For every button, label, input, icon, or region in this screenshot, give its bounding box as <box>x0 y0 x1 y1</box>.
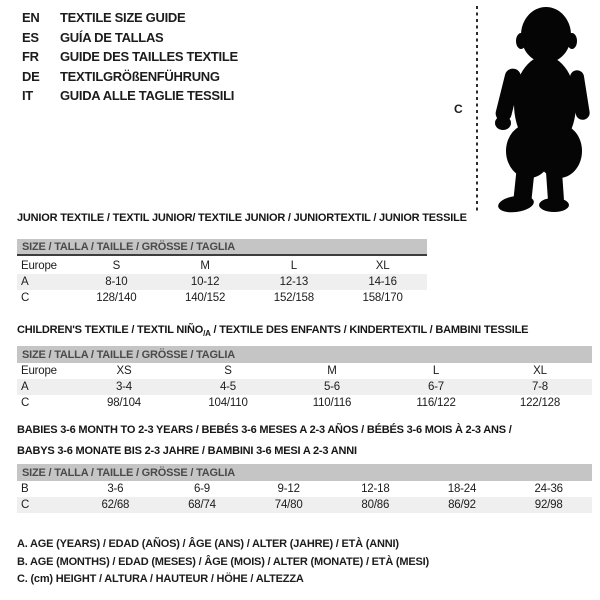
table-cell: 62/68 <box>101 499 130 511</box>
babies-title-line1: BABIES 3-6 MONTH TO 2-3 YEARS / BEBÉS 3-6 MESES A 2-3 AÑOS / BÉBÉS 3-6 MOIS À 2-3 ANS / <box>17 424 512 436</box>
table-row <box>17 258 427 274</box>
table-cell: 140/152 <box>185 292 226 304</box>
table-cell: 9-12 <box>277 483 300 495</box>
table-row <box>17 290 427 306</box>
table-row <box>17 274 427 290</box>
table-cell: 5-6 <box>323 381 341 393</box>
babies-title-line2: BABYS 3-6 MONATE BIS 2-3 JAHRE / BAMBINI 3-6 MESI A 2-3 ANNI <box>17 445 357 457</box>
row-label: C <box>21 292 30 304</box>
table-cell: 8-10 <box>105 276 128 288</box>
table-row <box>17 395 592 411</box>
language-row <box>22 86 238 106</box>
table-cell: M <box>327 365 337 377</box>
language-row <box>22 67 238 87</box>
babies-size-header: SIZE / TALLA / TAILLE / GRÖSSE / TAGLIA <box>17 464 592 481</box>
table-cell: 68/74 <box>188 499 216 511</box>
language-code: ES <box>22 29 39 45</box>
row-label: C <box>21 397 30 409</box>
language-code: EN <box>22 10 40 26</box>
row-label: A <box>21 381 29 393</box>
toddler-silhouette-icon <box>488 4 600 214</box>
language-code: IT <box>22 88 33 104</box>
table-cell: XS <box>116 365 132 377</box>
table-cell: XL <box>375 260 390 272</box>
table-cell: 92/98 <box>534 499 563 511</box>
table-row <box>17 497 592 513</box>
table-cell: 152/158 <box>273 292 314 304</box>
table-cell: 24-36 <box>534 483 563 495</box>
height-measure-label: C <box>454 102 463 116</box>
junior-table-title: JUNIOR TEXTILE / TEXTIL JUNIOR/ TEXTILE JUNIOR / JUNIORTEXTIL / JUNIOR TESSILE <box>17 212 467 224</box>
legend-notes <box>17 536 429 589</box>
language-title-list <box>22 8 238 106</box>
table-row <box>17 379 592 395</box>
children-size-header: SIZE / TALLA / TAILLE / GRÖSSE / TAGLIA <box>17 346 592 363</box>
table-cell: L <box>432 365 440 377</box>
note-age-months: B. AGE (MONTHS) / EDAD (MESES) / ÂGE (MOIS) / ALTER (MONATE) / ETÀ (MESI) <box>17 555 429 568</box>
table-cell: 6-7 <box>427 381 445 393</box>
table-cell: 3-6 <box>107 483 124 495</box>
junior-size-header: SIZE / TALLA / TAILLE / GRÖSSE / TAGLIA <box>17 239 427 256</box>
table-cell: 7-8 <box>531 381 549 393</box>
language-row <box>22 8 238 28</box>
language-row <box>22 47 238 67</box>
children-title-sub: /A <box>203 329 211 339</box>
table-cell: 74/80 <box>274 499 303 511</box>
row-label: B <box>21 483 29 495</box>
table-cell: 86/92 <box>448 499 476 511</box>
table-cell: 104/110 <box>208 397 248 409</box>
table-cell: 98/104 <box>107 397 141 409</box>
height-dotted-line <box>476 6 478 212</box>
babies-table-title <box>17 420 592 462</box>
row-label: Europe <box>21 365 57 377</box>
table-cell: 12-13 <box>279 276 309 288</box>
table-cell: 4-5 <box>219 381 237 393</box>
guide-title: TEXTILE SIZE GUIDE <box>60 10 186 26</box>
table-cell: 122/128 <box>519 397 561 409</box>
table-cell: M <box>200 260 210 272</box>
table-cell: S <box>112 260 121 272</box>
table-cell: 116/122 <box>416 397 456 409</box>
guide-title: TEXTILGRÖßENFÜHRUNG <box>60 68 220 84</box>
table-cell: 80/86 <box>361 499 390 511</box>
table-cell: S <box>224 365 232 377</box>
table-cell: XL <box>533 365 547 377</box>
table-cell: 3-4 <box>115 381 133 393</box>
table-cell: 110/116 <box>312 397 352 409</box>
row-label: Europe <box>21 260 57 272</box>
language-code: DE <box>22 68 40 84</box>
figure-area <box>452 4 600 216</box>
children-table-title <box>17 324 528 338</box>
children-title-suffix: / TEXTILE DES ENFANTS / KINDERTEXTIL / BAMBINI TESSILE <box>210 324 529 336</box>
table-cell: 158/170 <box>362 292 403 304</box>
note-height-cm: C. (cm) HEIGHT / ALTURA / HAUTEUR / HÖHE / ALTEZZA <box>17 573 304 585</box>
table-cell: 6-9 <box>193 483 210 495</box>
note-age-years: A. AGE (YEARS) / EDAD (AÑOS) / ÂGE (ANS) / ALTER (JAHRE) / ETÀ (ANNI) <box>17 538 399 550</box>
table-cell: 12-18 <box>361 483 390 495</box>
children-title-prefix: CHILDREN'S TEXTILE / TEXTIL NIÑO <box>17 324 204 336</box>
language-code: FR <box>22 49 39 65</box>
table-cell: L <box>290 260 297 272</box>
table-cell: 10-12 <box>190 276 220 288</box>
guide-title: GUIDE DES TAILLES TEXTILE <box>60 49 238 65</box>
guide-title: GUÍA DE TALLAS <box>60 29 164 45</box>
guide-title: GUIDA ALLE TAGLIE TESSILI <box>60 88 235 104</box>
table-row <box>17 481 592 497</box>
row-label: A <box>21 276 29 288</box>
table-cell: 128/140 <box>96 292 137 304</box>
table-cell: 14-16 <box>368 276 397 288</box>
row-label: C <box>21 499 30 511</box>
table-cell: 18-24 <box>447 483 477 495</box>
language-row <box>22 28 238 48</box>
table-row <box>17 363 592 379</box>
